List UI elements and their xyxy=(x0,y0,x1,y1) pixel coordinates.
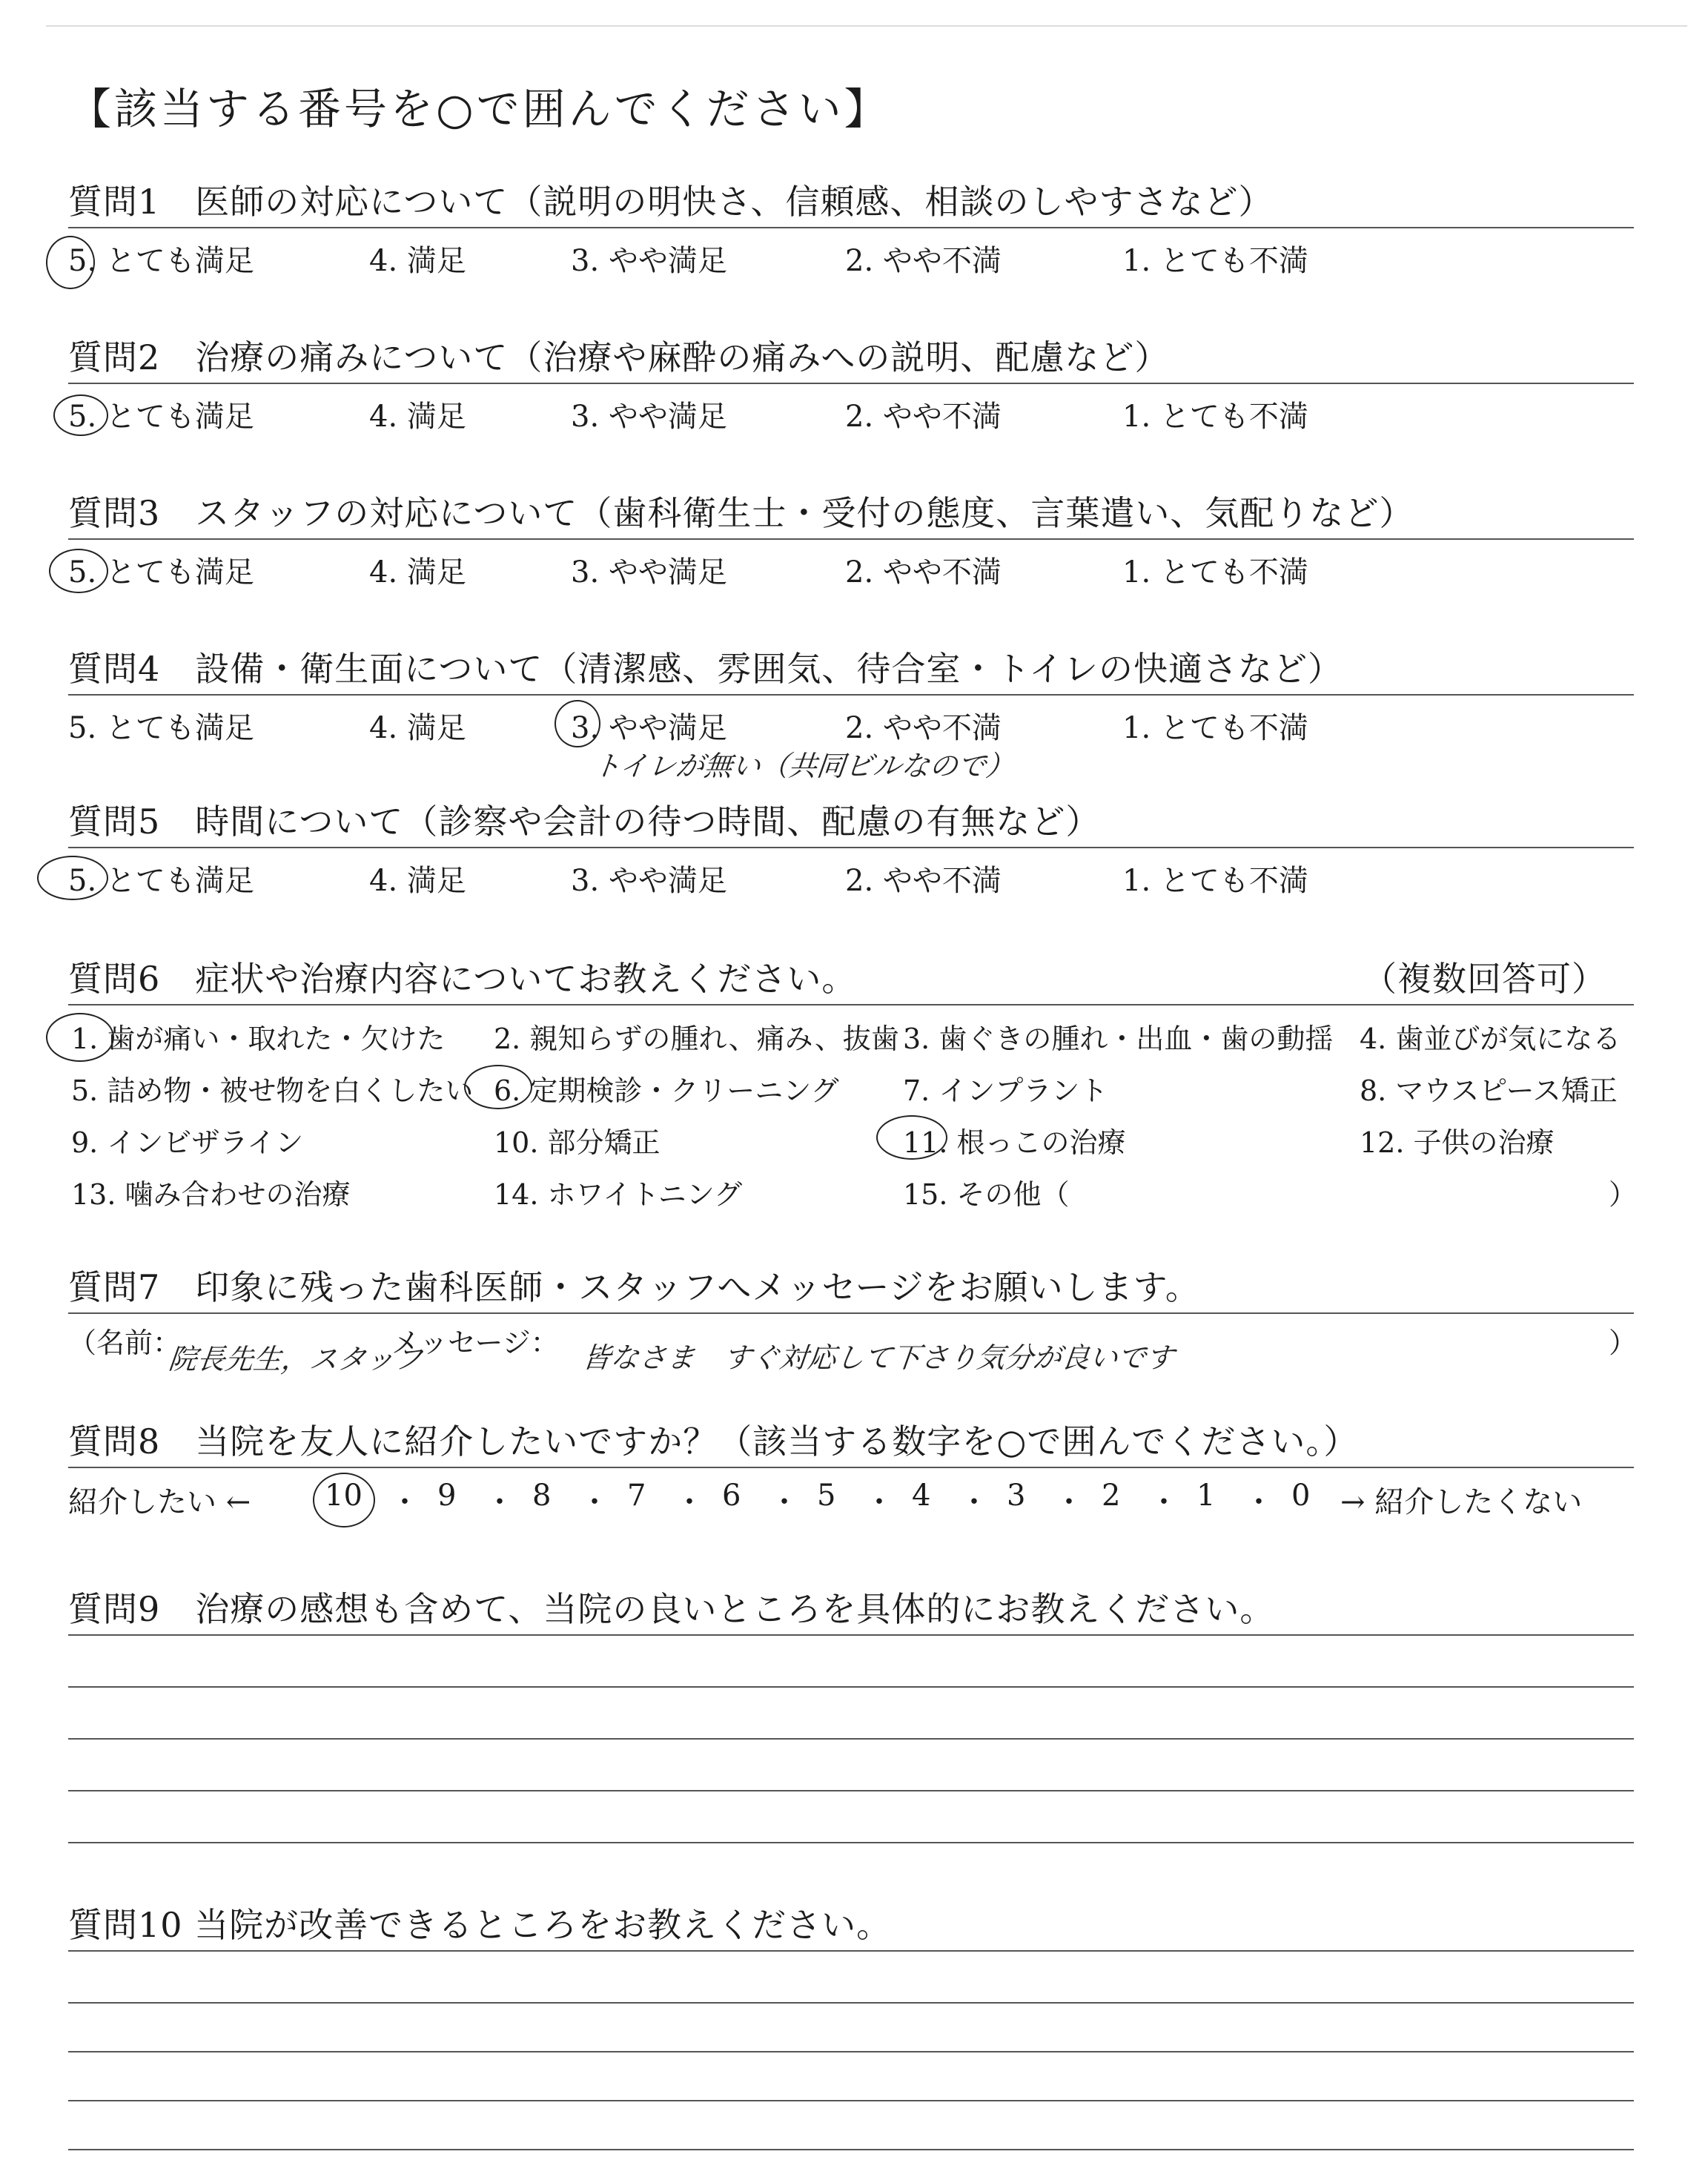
scan-edge-line xyxy=(46,25,1687,27)
question-6-label: 質問6 症状や治療内容についてお教えください。 xyxy=(68,959,857,999)
q8-sep: ・ xyxy=(675,1485,704,1519)
answer-line xyxy=(68,1738,1634,1740)
q6-item-7[interactable]: 7. インプラント xyxy=(903,1074,1108,1107)
q8-score-2[interactable]: 2 xyxy=(1102,1479,1121,1513)
q6-item-11[interactable]: 11. 根っこの治療 xyxy=(903,1126,1126,1159)
q8-sep: ・ xyxy=(769,1485,799,1519)
q6-item-12[interactable]: 12. 子供の治療 xyxy=(1360,1126,1555,1159)
q6-item-6[interactable]: 6. 定期検診・クリーニング xyxy=(494,1074,839,1107)
q7-message-label: メッセージ： xyxy=(391,1327,559,1359)
q8-score-5[interactable]: 5 xyxy=(817,1479,836,1513)
answer-line xyxy=(68,1950,1634,1952)
q6-item-3[interactable]: 3. 歯ぐきの腫れ・出血・歯の動揺 xyxy=(903,1023,1334,1055)
answer-line xyxy=(68,2100,1634,2101)
q8-score-4[interactable]: 4 xyxy=(912,1479,931,1513)
q6-item-14[interactable]: 14. ホワイトニング xyxy=(494,1178,743,1211)
q4-option-3[interactable]: 3. やや満足 xyxy=(571,711,727,745)
q4-option-2[interactable]: 2. やや不満 xyxy=(845,711,1002,745)
page-title: 【該当する番号を○で囲んでください】 xyxy=(68,84,890,134)
selection-circle xyxy=(53,394,108,436)
q6-item-13[interactable]: 13. 噛み合わせの治療 xyxy=(71,1178,351,1211)
q8-sep: ・ xyxy=(1149,1485,1179,1519)
q8-sep: ・ xyxy=(390,1485,420,1519)
question-2-label: 質問2 治療の痛みについて（治療や麻酔の痛みへの説明、配慮など） xyxy=(68,337,1170,377)
q2-option-4[interactable]: 4. 満足 xyxy=(369,400,466,434)
q8-score-3[interactable]: 3 xyxy=(1007,1479,1026,1513)
divider xyxy=(68,847,1634,848)
selection-circle xyxy=(37,856,108,900)
selection-circle xyxy=(555,700,600,747)
q8-score-9[interactable]: 9 xyxy=(437,1479,457,1513)
selection-circle xyxy=(46,236,95,289)
divider xyxy=(68,383,1634,384)
question-4-label: 質問4 設備・衛生面について（清潔感、雰囲気、待合室・トイレの快適さなど） xyxy=(68,649,1343,689)
selection-circle xyxy=(313,1473,375,1527)
q6-item-10[interactable]: 10. 部分矯正 xyxy=(494,1126,661,1159)
q7-name-value: 院長先生，スタッフ xyxy=(167,1343,424,1375)
q3-option-4[interactable]: 4. 満足 xyxy=(369,555,466,589)
q8-score-6[interactable]: 6 xyxy=(722,1479,741,1513)
q6-other-close: ） xyxy=(1609,1178,1638,1211)
answer-line xyxy=(68,2149,1634,2150)
q5-option-5[interactable]: 5. とても満足 xyxy=(68,864,254,898)
question-6-note: （複数回答可） xyxy=(1363,959,1606,999)
q2-option-2[interactable]: 2. やや不満 xyxy=(845,400,1002,434)
q1-option-1[interactable]: 1. とても不満 xyxy=(1122,244,1308,278)
answer-line xyxy=(68,1686,1634,1688)
q2-option-3[interactable]: 3. やや満足 xyxy=(571,400,727,434)
q6-item-4[interactable]: 4. 歯並びが気になる xyxy=(1360,1023,1621,1055)
q6-item-15[interactable]: 15. その他（ xyxy=(903,1178,1070,1211)
selection-circle xyxy=(46,1013,114,1062)
q4-option-5[interactable]: 5. とても満足 xyxy=(68,711,254,745)
q8-score-10[interactable]: 10 xyxy=(325,1479,363,1513)
divider xyxy=(68,1312,1634,1314)
question-5-label: 質問5 時間について（診察や会計の待つ時間、配慮の有無など） xyxy=(68,802,1101,842)
q1-option-4[interactable]: 4. 満足 xyxy=(369,244,466,278)
answer-line xyxy=(68,1842,1634,1843)
q6-item-1[interactable]: 1. 歯が痛い・取れた・欠けた xyxy=(71,1023,446,1055)
q8-score-8[interactable]: 8 xyxy=(532,1479,552,1513)
q8-sep: ・ xyxy=(959,1485,989,1519)
q8-left-label: 紹介したい ← xyxy=(68,1485,251,1519)
question-9-label: 質問9 治療の感想も含めて、当院の良いところを具体的にお教えください。 xyxy=(68,1589,1275,1629)
q3-option-5[interactable]: 5. とても満足 xyxy=(68,555,254,589)
handwritten-comment: トイレが無い（共同ビルなので） xyxy=(591,750,1016,782)
divider xyxy=(68,1004,1634,1005)
divider xyxy=(68,538,1634,540)
answer-line xyxy=(68,2051,1634,2052)
q3-option-3[interactable]: 3. やや満足 xyxy=(571,555,727,589)
q5-option-2[interactable]: 2. やや不満 xyxy=(845,864,1002,898)
q3-option-1[interactable]: 1. とても不満 xyxy=(1122,555,1308,589)
answer-line xyxy=(68,2002,1634,2004)
question-3-label: 質問3 スタッフの対応について（歯科衛生士・受付の態度、言葉遣い、気配りなど） xyxy=(68,493,1414,533)
q2-option-1[interactable]: 1. とても不満 xyxy=(1122,400,1308,434)
q8-sep: ・ xyxy=(580,1485,609,1519)
q1-option-5[interactable]: 5. とても満足 xyxy=(68,244,254,278)
selection-circle xyxy=(49,549,108,593)
q8-sep: ・ xyxy=(1054,1485,1084,1519)
q8-sep: ・ xyxy=(864,1485,894,1519)
q1-option-2[interactable]: 2. やや不満 xyxy=(845,244,1002,278)
divider xyxy=(68,227,1634,228)
q6-item-5[interactable]: 5. 詰め物・被せ物を白くしたい xyxy=(71,1074,474,1107)
q8-score-7[interactable]: 7 xyxy=(627,1479,646,1513)
q6-item-9[interactable]: 9. インビザライン xyxy=(71,1126,304,1159)
q7-close: ） xyxy=(1609,1327,1638,1359)
divider xyxy=(68,694,1634,696)
q7-name-label: （名前： xyxy=(68,1327,182,1359)
q4-option-4[interactable]: 4. 満足 xyxy=(369,711,466,745)
answer-line xyxy=(68,1634,1634,1636)
q7-message-value: 皆なさま すぐ対応して下さり気分が良いです xyxy=(580,1341,1176,1374)
question-10-label: 質問10 当院が改善できるところをお教えください。 xyxy=(68,1905,892,1945)
q8-score-0[interactable]: 0 xyxy=(1291,1479,1311,1513)
q5-option-1[interactable]: 1. とても不満 xyxy=(1122,864,1308,898)
q4-option-1[interactable]: 1. とても不満 xyxy=(1122,711,1308,745)
q6-item-2[interactable]: 2. 親知らずの腫れ、痛み、抜歯 xyxy=(494,1023,899,1055)
selection-circle xyxy=(464,1065,532,1109)
answer-line xyxy=(68,1790,1634,1791)
q1-option-3[interactable]: 3. やや満足 xyxy=(571,244,727,278)
q8-sep: ・ xyxy=(1244,1485,1274,1519)
selection-circle xyxy=(876,1115,947,1160)
q8-right-label: → 紹介したくない xyxy=(1340,1485,1583,1519)
q2-option-5[interactable]: 5. とても満足 xyxy=(68,400,254,434)
question-8-label: 質問8 当院を友人に紹介したいですか？（該当する数字を○で囲んでください。） xyxy=(68,1421,1359,1462)
q3-option-2[interactable]: 2. やや不満 xyxy=(845,555,1002,589)
q6-item-8[interactable]: 8. マウスピース矯正 xyxy=(1360,1074,1618,1107)
q8-sep: ・ xyxy=(485,1485,514,1519)
question-1-label: 質問1 医師の対応について（説明の明快さ、信頼感、相談のしやすさなど） xyxy=(68,182,1274,222)
q5-option-4[interactable]: 4. 満足 xyxy=(369,864,466,898)
q5-option-3[interactable]: 3. やや満足 xyxy=(571,864,727,898)
divider xyxy=(68,1467,1634,1468)
q8-score-1[interactable]: 1 xyxy=(1196,1479,1216,1513)
question-7-label: 質問7 印象に残った歯科医師・スタッフへメッセージをお願いします。 xyxy=(68,1267,1200,1307)
